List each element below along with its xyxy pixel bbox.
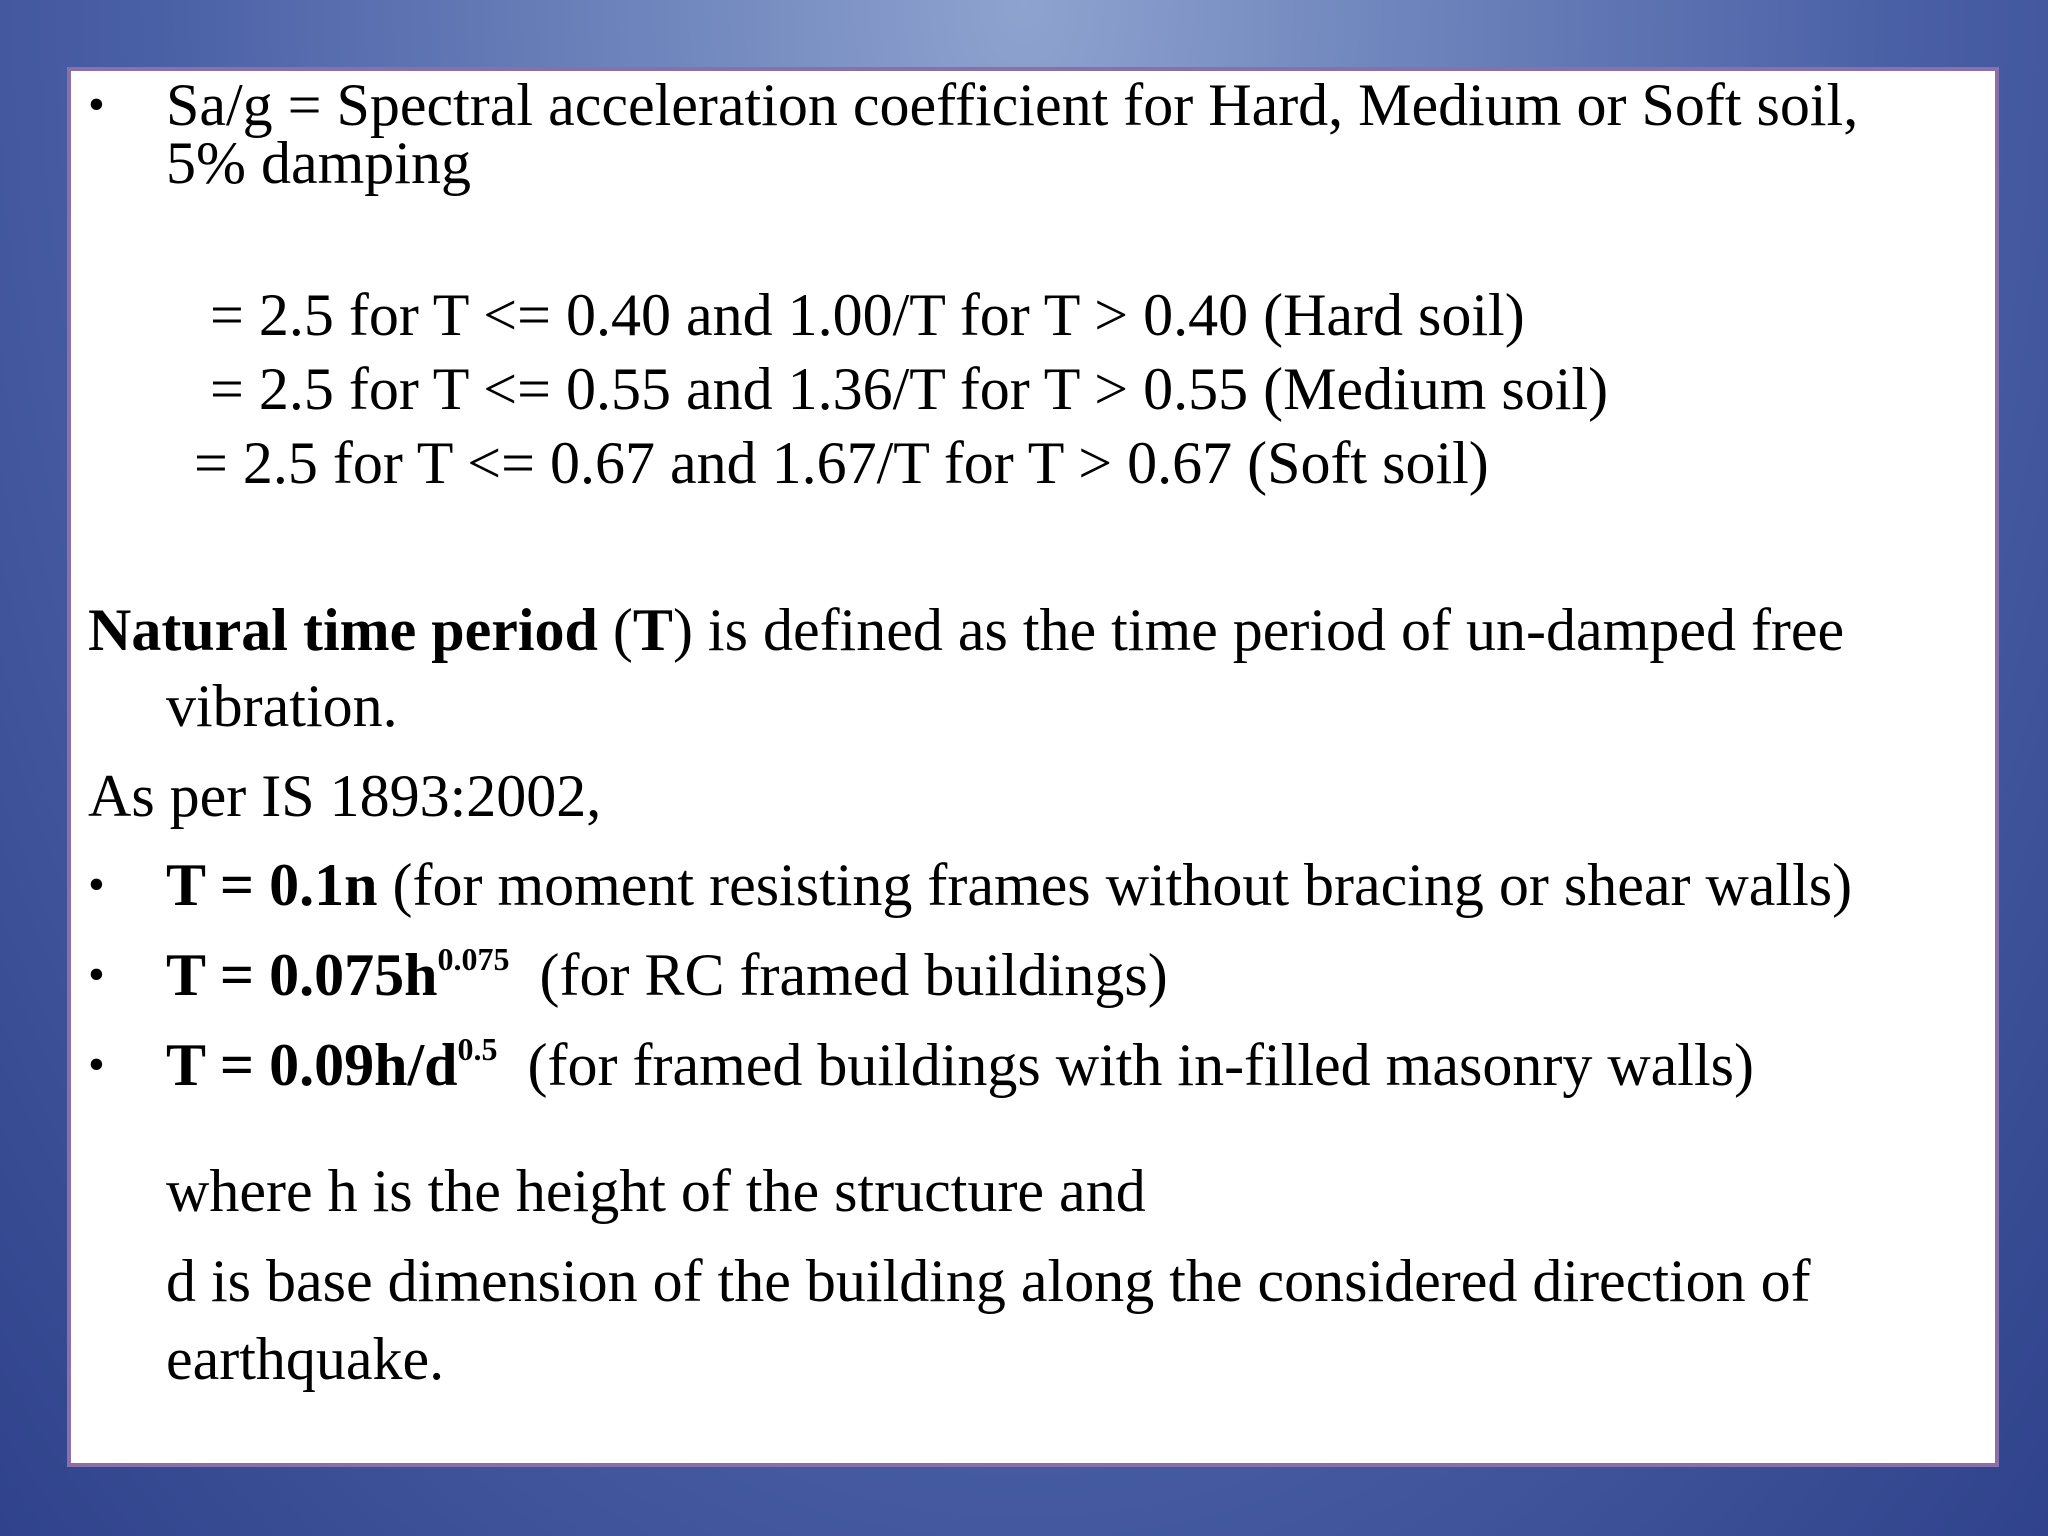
formula-2 (166, 942, 1168, 1008)
formula-2-description: (for RC framed buildings) (539, 942, 1168, 1008)
where-line-3: earthquake. (166, 1326, 445, 1392)
natural-period-symbol: (T) (612, 597, 693, 663)
sa-definition-line-1: Sa/g = Spectral acceleration coefficient for Hard, Medium or Soft soil, (166, 72, 1859, 138)
formula-3-description: (for framed buildings with in-filled masonry walls) (527, 1032, 1754, 1098)
formula-1-description: (for moment resisting frames without bracing or shear walls) (392, 852, 1853, 918)
where-line-1: where h is the height of the structure and (166, 1158, 1146, 1224)
formula-3-expression: T = 0.09h/d (166, 1032, 458, 1098)
natural-period-definition (88, 597, 1844, 663)
formula-3 (166, 1032, 1754, 1098)
bullet-formula-2: • (88, 948, 105, 1001)
where-line-2: d is base dimension of the building along the considered direction of (166, 1248, 1811, 1314)
bullet-formula-3: • (88, 1038, 105, 1091)
natural-period-line-2: vibration. (166, 673, 398, 739)
hard-soil-value: = 2.5 for T <= 0.40 and 1.00/T for T > 0.40 (Hard soil) (210, 282, 1525, 348)
sa-definition-line-2: 5% damping (166, 130, 471, 196)
bullet-sa-definition: • (88, 78, 105, 131)
formula-1-expression: T = 0.1n (166, 852, 378, 918)
bullet-formula-1: • (88, 858, 105, 911)
medium-soil-value: = 2.5 for T <= 0.55 and 1.36/T for T > 0.55 (Medium soil) (210, 356, 1609, 422)
soft-soil-value: = 2.5 for T <= 0.67 and 1.67/T for T > 0.67 (Soft soil) (194, 430, 1489, 496)
formula-3-exponent: 0.5 (457, 1031, 498, 1067)
formula-2-exponent: 0.075 (437, 941, 510, 977)
formula-2-expression: T = 0.075h (166, 942, 438, 1008)
natural-period-rest: is defined as the time period of un-damped free (692, 597, 1845, 663)
as-per-standard: As per IS 1893:2002, (88, 763, 602, 829)
formula-1 (166, 852, 1852, 918)
natural-period-term: Natural time period (88, 597, 598, 663)
